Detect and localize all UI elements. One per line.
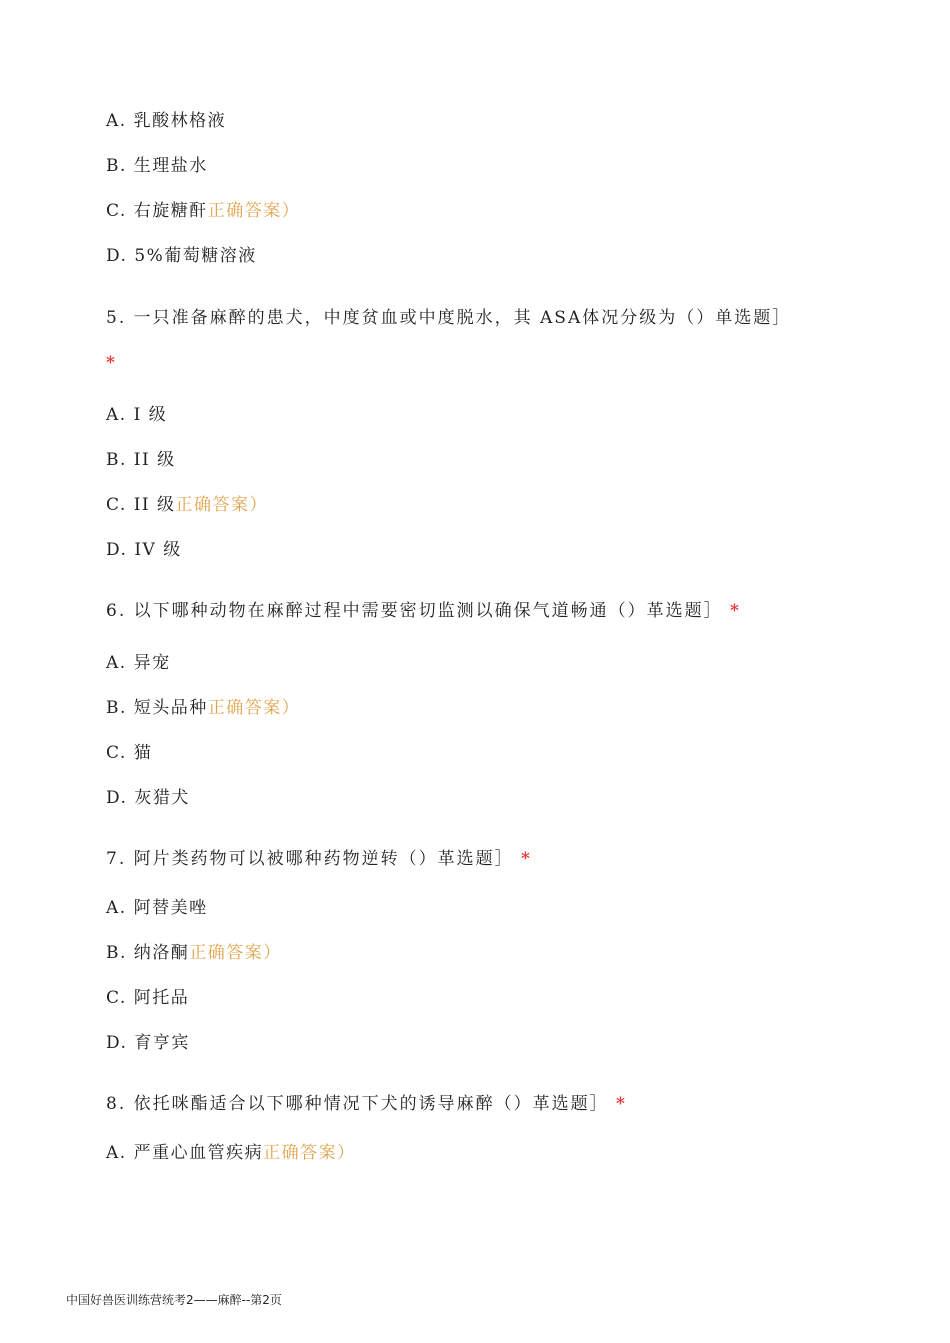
q4-option-c	[106, 200, 300, 222]
q4-option-a	[106, 110, 226, 132]
question-text: 5. 一只准备麻醉的患犬，中度贫血或中度脱水，其 ASA体况分级为（）单选题］	[106, 308, 792, 328]
question-text: 8. 依托咪酯适合以下哪种情况下犬的诱导麻醉（）革选题］	[106, 1094, 609, 1114]
correct-answer-label: 正确答案）	[175, 495, 269, 515]
required-star: *	[521, 849, 532, 869]
q8-option-a	[106, 1142, 356, 1164]
q6-option-d	[106, 787, 190, 809]
option-text: C. 猫	[106, 743, 153, 763]
option-text: D. 灰猎犬	[106, 788, 190, 808]
option-text: C. 右旋糖酐	[106, 201, 208, 221]
required-star: *	[106, 353, 117, 373]
option-text: C. II 级	[106, 495, 176, 515]
q6-option-c	[106, 742, 152, 764]
q8-stem	[106, 1093, 627, 1115]
option-text: B. 纳洛酮	[106, 943, 190, 963]
option-text: D. 5%葡萄糖溶液	[106, 246, 257, 266]
correct-answer-label: 正确答案）	[263, 1143, 356, 1163]
correct-answer-label: 正确答案）	[207, 201, 301, 221]
option-text: A. 异宠	[106, 653, 171, 673]
question-text: 6. 以下哪种动物在麻醉过程中需要密切监测以确保气道畅通（）革选题］	[106, 601, 723, 621]
q5-option-b	[106, 449, 176, 471]
option-text: D. 育亨宾	[106, 1033, 190, 1053]
option-text: B. II 级	[106, 450, 176, 470]
correct-answer-label: 正确答案）	[207, 698, 301, 718]
page-footer: 中国好兽医训练营统考2——麻醉--第2页	[66, 1293, 282, 1307]
q7-option-b	[106, 942, 282, 964]
q5-option-d	[106, 539, 182, 561]
q7-option-d	[106, 1032, 190, 1054]
q5-stem	[106, 307, 791, 329]
q5-required-marker	[106, 352, 116, 374]
q5-option-c	[106, 494, 268, 516]
option-text: B. 生理盐水	[106, 156, 208, 176]
option-text: B. 短头品种	[106, 698, 208, 718]
q6-stem	[106, 600, 741, 622]
q7-option-c	[106, 987, 189, 1009]
option-text: A. 严重心血管疾病	[106, 1143, 264, 1163]
option-text: C. 阿托品	[106, 988, 190, 1008]
required-star: *	[616, 1094, 627, 1114]
q6-option-b	[106, 697, 300, 719]
q4-option-d	[106, 245, 257, 267]
q7-stem	[106, 848, 532, 870]
q7-option-a	[106, 897, 208, 919]
correct-answer-label: 正确答案）	[189, 943, 282, 963]
q4-option-b	[106, 155, 208, 177]
required-star: *	[730, 601, 741, 621]
option-text: A. 乳酸林格液	[106, 111, 227, 131]
q5-option-a	[106, 404, 167, 426]
option-text: A. I 级	[106, 405, 168, 425]
option-text: A. 阿替美唑	[106, 898, 208, 918]
question-text: 7. 阿片类药物可以被哪种药物逆转（）革选题］	[106, 849, 514, 869]
q6-option-a	[106, 652, 171, 674]
option-text: D. IV 级	[106, 540, 182, 560]
